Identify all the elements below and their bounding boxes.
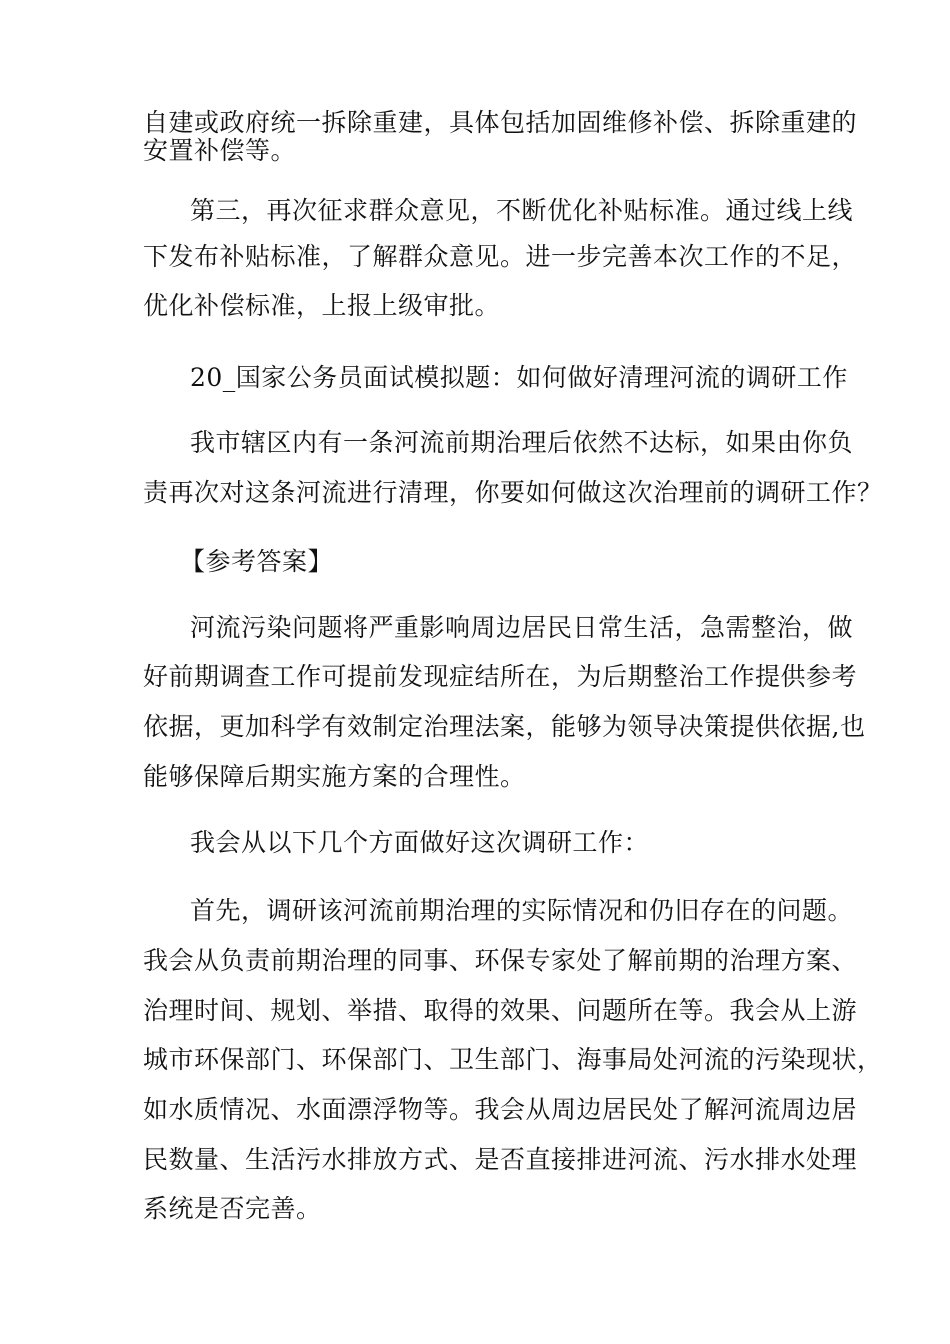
- paragraph-line: 责再次对这条河流进行清理，你要如何做这次治理前的调研工作？: [143, 478, 883, 507]
- paragraph-line: 如水质情况、水面漂浮物等。我会从周边居民处了解河流周边居: [143, 1095, 858, 1124]
- paragraph-line: 安置补偿等。: [143, 136, 297, 165]
- question-title: 20_国家公务员面试模拟题：如何做好清理河流的调研工作: [190, 363, 848, 392]
- paragraph-line: 自建或政府统一拆除重建，具体包括加固维修补偿、拆除重建的: [143, 108, 858, 137]
- paragraph-line: 下发布补贴标准，了解群众意见。进一步完善本次工作的不足，: [143, 242, 858, 271]
- paragraph-line: 能够保障后期实施方案的合理性。: [143, 762, 526, 791]
- paragraph-line: 治理时间、规划、举措、取得的效果、问题所在等。我会从上游: [143, 996, 858, 1025]
- paragraph-line: 我会从以下几个方面做好这次调研工作：: [190, 828, 650, 857]
- paragraph-line: 系统是否完善。: [143, 1194, 322, 1223]
- paragraph-line: 民数量、生活污水排放方式、是否直接排进河流、污水排水处理: [143, 1145, 858, 1174]
- paragraph-line: 城市环保部门、环保部门、卫生部门、海事局处河流的污染现状，: [143, 1045, 883, 1074]
- paragraph-line: 我市辖区内有一条河流前期治理后依然不达标，如果由你负: [190, 428, 854, 457]
- paragraph-line: 首先，调研该河流前期治理的实际情况和仍旧存在的问题。: [190, 896, 854, 925]
- reference-answer-heading: 【参考答案】: [180, 547, 334, 576]
- paragraph-line: 第三，再次征求群众意见，不断优化补贴标准。通过线上线: [190, 196, 854, 225]
- paragraph-line: 依据，更加科学有效制定治理法案，能够为领导决策提供依据,也: [143, 712, 866, 741]
- paragraph-line: 河流污染问题将严重影响周边居民日常生活，急需整治，做: [190, 613, 854, 642]
- paragraph-line: 我会从负责前期治理的同事、环保专家处了解前期的治理方案、: [143, 946, 858, 975]
- paragraph-line: 好前期调查工作可提前发现症结所在，为后期整治工作提供参考: [143, 662, 858, 691]
- paragraph-line: 优化补偿标准，上报上级审批。: [143, 291, 501, 320]
